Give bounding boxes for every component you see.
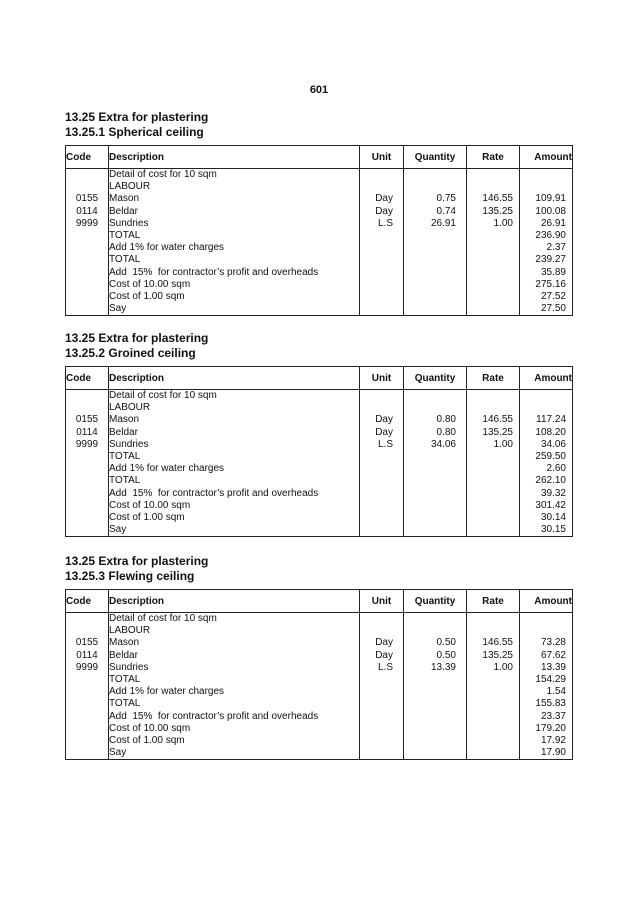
table-cell-line: Say: [109, 303, 127, 315]
table-cell-line: [467, 169, 519, 181]
unit-cell: [360, 390, 404, 537]
table-cell-line: Mason: [109, 414, 140, 426]
table-cell-line: [404, 402, 466, 414]
table-cell-line: TOTAL: [109, 698, 141, 710]
table-cell-line: 155.83: [535, 698, 566, 710]
section-groined-ceiling: [65, 331, 573, 537]
rate-analysis-table: [65, 589, 573, 760]
table-cell-line: [404, 698, 466, 710]
table-cell-line: [360, 230, 403, 242]
table-cell-line: [66, 242, 108, 254]
table-cell-line: 1.00: [493, 438, 513, 450]
table-cell-line: [360, 711, 403, 723]
column-header-description: Description: [109, 367, 360, 390]
table-cell-line: Day: [375, 426, 393, 438]
table-cell-line: [66, 463, 108, 475]
table-cell-line: 1.00: [493, 661, 513, 673]
table-cell-line: [404, 524, 466, 536]
table-cell-line: 2.60: [546, 463, 566, 475]
table-cell-line: L.S: [377, 661, 393, 673]
table-cell-line: [360, 463, 403, 475]
table-cell-line: [404, 181, 466, 193]
code-cell: [66, 613, 109, 760]
table-cell-line: 146.55: [482, 193, 513, 205]
table-cell-line: [360, 686, 403, 698]
table-cell-line: [404, 686, 466, 698]
table-cell-line: Cost of 10.00 sqm: [109, 722, 191, 734]
table-cell-line: [467, 279, 519, 291]
table-cell-line: [66, 291, 108, 303]
table-cell-line: Cost of 1.00 sqm: [109, 734, 185, 746]
page-number: 601: [309, 84, 329, 96]
table-cell-line: TOTAL: [109, 475, 141, 487]
table-cell-line: 9999: [75, 217, 99, 229]
table-cell-line: 146.55: [482, 414, 513, 426]
table-cell-line: [467, 524, 519, 536]
quantity-cell: [404, 169, 467, 316]
table-cell-line: [360, 747, 403, 759]
table-cell-line: [360, 254, 403, 266]
unit-cell: [360, 613, 404, 760]
table-cell-line: [467, 475, 519, 487]
table-cell-line: 135.25: [482, 205, 513, 217]
table-cell-line: 0155: [75, 414, 99, 426]
table-cell-line: [404, 488, 466, 500]
table-cell-line: [404, 747, 466, 759]
table-cell-line: Beldar: [109, 649, 138, 661]
table-cell-line: 135.25: [482, 649, 513, 661]
table-cell-line: [467, 488, 519, 500]
table-cell-line: [360, 698, 403, 710]
table-cell-line: [360, 181, 403, 193]
table-cell-line: [66, 169, 108, 181]
section-flewing-ceiling: [65, 554, 573, 760]
table-cell-line: 262.10: [535, 475, 566, 487]
column-header-rate: Rate: [467, 146, 520, 169]
table-cell-line: 30.14: [540, 511, 566, 523]
column-header-quantity: Quantity: [404, 146, 467, 169]
table-cell-line: [66, 674, 108, 686]
column-header-unit: Unit: [360, 367, 404, 390]
table-cell-line: Day: [375, 637, 393, 649]
table-cell-line: Cost of 1.00 sqm: [109, 290, 185, 302]
table-cell-line: 0.50: [436, 637, 456, 649]
table-header-row: [66, 146, 573, 169]
table-cell-line: 39.32: [540, 487, 566, 499]
table-cell-line: [404, 463, 466, 475]
table-cell-line: [66, 475, 108, 487]
table-cell-line: 0114: [76, 649, 98, 661]
table-cell-line: Day: [375, 649, 393, 661]
table-cell-line: 236.90: [535, 229, 566, 241]
table-cell-line: [66, 711, 108, 723]
table-cell-line: [66, 686, 108, 698]
table-cell-line: [404, 475, 466, 487]
table-cell-line: [360, 451, 403, 463]
table-cell-line: 179.20: [535, 722, 566, 734]
table-cell-line: [66, 524, 108, 536]
table-cell-line: Sundries: [109, 661, 149, 673]
table-body-row: [66, 390, 573, 537]
section-spherical-ceiling: [65, 110, 573, 316]
column-header-code: Code: [66, 367, 109, 390]
table-cell-line: 0155: [75, 637, 99, 649]
table-cell-line: 26.91: [540, 217, 566, 229]
table-cell-line: [66, 181, 108, 193]
table-cell-line: Day: [375, 205, 393, 217]
amount-cell: [520, 390, 573, 537]
table-cell-line: [404, 625, 466, 637]
table-cell-line: [66, 254, 108, 266]
code-cell: [66, 390, 109, 537]
table-cell-line: [66, 279, 108, 291]
table-cell-line: [66, 488, 108, 500]
table-cell-line: L.S: [377, 438, 393, 450]
table-body-row: [66, 169, 573, 316]
table-cell-line: [66, 303, 108, 315]
table-cell-line: 26.91: [430, 217, 456, 229]
table-cell-line: Say: [109, 747, 127, 759]
table-cell-line: 35.89: [540, 266, 566, 278]
table-cell-line: 27.50: [540, 303, 566, 315]
table-cell-line: Sundries: [109, 438, 149, 450]
table-cell-line: Mason: [109, 637, 140, 649]
table-cell-line: [520, 625, 572, 637]
table-cell-line: [404, 711, 466, 723]
table-cell-line: [360, 674, 403, 686]
table-cell-line: [404, 254, 466, 266]
column-header-rate: Rate: [467, 590, 520, 613]
section-subheading: 13.25.3 Flewing ceiling: [65, 569, 195, 583]
column-header-description: Description: [109, 146, 360, 169]
table-cell-line: [467, 254, 519, 266]
column-header-code: Code: [66, 590, 109, 613]
table-cell-line: [467, 698, 519, 710]
table-cell-line: [360, 512, 403, 524]
table-cell-line: [467, 747, 519, 759]
table-cell-line: 9999: [75, 438, 99, 450]
table-cell-line: 34.06: [540, 438, 566, 450]
table-cell-line: 34.06: [430, 438, 456, 450]
table-cell-line: [66, 735, 108, 747]
code-cell: [66, 169, 109, 316]
table-cell-line: [467, 625, 519, 637]
section-heading: 13.25 Extra for plastering: [65, 110, 209, 124]
table-cell-line: [520, 402, 572, 414]
rate-analysis-table: [65, 145, 573, 316]
table-cell-line: [404, 291, 466, 303]
table-cell-line: Cost of 1.00 sqm: [109, 511, 185, 523]
table-cell-line: [360, 500, 403, 512]
rate-cell: [467, 169, 520, 316]
table-cell-line: Add 1% for water charges: [109, 242, 225, 254]
table-cell-line: [360, 242, 403, 254]
table-cell-line: [467, 613, 519, 625]
section-heading: 13.25 Extra for plastering: [65, 331, 209, 345]
table-cell-line: [404, 279, 466, 291]
table-cell-line: 0114: [76, 205, 98, 217]
table-cell-line: L.S: [377, 217, 393, 229]
table-header-row: [66, 590, 573, 613]
column-header-description: Description: [109, 590, 360, 613]
table-cell-line: 100.08: [535, 205, 566, 217]
table-cell-line: Mason: [109, 193, 140, 205]
table-cell-line: 301.42: [535, 499, 566, 511]
table-cell-line: [360, 625, 403, 637]
table-cell-line: [360, 475, 403, 487]
quantity-cell: [404, 613, 467, 760]
description-cell: [109, 613, 360, 760]
table-cell-line: [467, 390, 519, 402]
table-cell-line: [467, 267, 519, 279]
table-cell-line: [360, 291, 403, 303]
table-cell-line: [467, 500, 519, 512]
table-cell-line: [66, 402, 108, 414]
table-cell-line: Day: [375, 414, 393, 426]
table-cell-line: [66, 698, 108, 710]
table-cell-line: 30.15: [540, 524, 566, 536]
unit-cell: [360, 169, 404, 316]
table-cell-line: Add 15% for contractor’s profit and overheads: [109, 487, 319, 499]
description-cell: [109, 390, 360, 537]
table-cell-line: [404, 500, 466, 512]
table-body-row: [66, 613, 573, 760]
table-cell-line: Cost of 10.00 sqm: [109, 499, 191, 511]
table-cell-line: 13.39: [430, 661, 456, 673]
table-cell-line: Say: [109, 524, 127, 536]
table-cell-line: [467, 181, 519, 193]
table-cell-line: [404, 735, 466, 747]
table-cell-line: [404, 242, 466, 254]
table-cell-line: 67.62: [540, 649, 566, 661]
table-cell-line: Detail of cost for 10 sqm: [109, 390, 217, 401]
table-cell-line: 117.24: [536, 414, 566, 426]
table-cell-line: [66, 747, 108, 759]
rate-cell: [467, 613, 520, 760]
table-cell-line: Add 1% for water charges: [109, 463, 225, 475]
table-cell-line: LABOUR: [109, 402, 151, 414]
column-header-code: Code: [66, 146, 109, 169]
table-cell-line: [467, 451, 519, 463]
table-cell-line: 135.25: [482, 426, 513, 438]
table-cell-line: Cost of 10.00 sqm: [109, 278, 191, 290]
table-cell-line: LABOUR: [109, 625, 151, 637]
table-cell-line: [467, 686, 519, 698]
table-cell-line: Sundries: [109, 217, 149, 229]
table-cell-line: Detail of cost for 10 sqm: [109, 613, 217, 624]
column-header-amount: Amount: [520, 590, 573, 613]
table-cell-line: 2.37: [546, 242, 566, 254]
table-cell-line: 0114: [76, 426, 98, 438]
table-cell-line: 27.52: [540, 290, 566, 302]
table-cell-line: [520, 613, 572, 625]
table-cell-line: [404, 169, 466, 181]
rate-cell: [467, 390, 520, 537]
table-cell-line: [467, 230, 519, 242]
table-cell-line: [467, 291, 519, 303]
quantity-cell: [404, 390, 467, 537]
table-cell-line: [360, 267, 403, 279]
table-cell-line: [520, 169, 572, 181]
table-cell-line: [66, 723, 108, 735]
table-cell-line: [404, 267, 466, 279]
table-cell-line: 0155: [75, 193, 99, 205]
table-cell-line: [66, 230, 108, 242]
column-header-quantity: Quantity: [404, 367, 467, 390]
section-subheading: 13.25.1 Spherical ceiling: [65, 125, 204, 139]
section-subheading: 13.25.2 Groined ceiling: [65, 346, 196, 360]
column-header-unit: Unit: [360, 590, 404, 613]
table-cell-line: 0.80: [436, 414, 456, 426]
table-cell-line: 0.50: [436, 649, 456, 661]
table-header-row: [66, 367, 573, 390]
table-cell-line: 154.29: [535, 673, 566, 685]
table-cell-line: 0.80: [436, 426, 456, 438]
table-cell-line: [66, 613, 108, 625]
column-header-amount: Amount: [520, 146, 573, 169]
table-cell-line: 0.74: [436, 205, 456, 217]
table-cell-line: [404, 303, 466, 315]
table-cell-line: [360, 524, 403, 536]
table-cell-line: Add 15% for contractor’s profit and overheads: [109, 710, 319, 722]
table-cell-line: [66, 500, 108, 512]
table-cell-line: [404, 451, 466, 463]
table-cell-line: [520, 181, 572, 193]
table-cell-line: [404, 613, 466, 625]
table-cell-line: 13.39: [540, 661, 566, 673]
table-cell-line: [360, 279, 403, 291]
table-cell-line: [467, 711, 519, 723]
description-cell: [109, 169, 360, 316]
table-cell-line: 17.90: [540, 747, 566, 759]
table-cell-line: [404, 230, 466, 242]
table-cell-line: [467, 402, 519, 414]
table-cell-line: Detail of cost for 10 sqm: [109, 169, 217, 180]
table-cell-line: Add 1% for water charges: [109, 686, 225, 698]
table-cell-line: [520, 390, 572, 402]
table-cell-line: [360, 488, 403, 500]
table-cell-line: [66, 625, 108, 637]
table-cell-line: 17.92: [540, 734, 566, 746]
table-cell-line: [467, 512, 519, 524]
table-cell-line: 0.75: [436, 193, 456, 205]
table-cell-line: [66, 390, 108, 402]
table-cell-line: [404, 723, 466, 735]
amount-cell: [520, 613, 573, 760]
table-cell-line: [404, 674, 466, 686]
table-cell-line: [404, 512, 466, 524]
table-cell-line: Day: [375, 193, 393, 205]
table-cell-line: [360, 402, 403, 414]
table-cell-line: [404, 390, 466, 402]
column-header-amount: Amount: [520, 367, 573, 390]
table-cell-line: [360, 613, 403, 625]
column-header-rate: Rate: [467, 367, 520, 390]
table-cell-line: 9999: [75, 661, 99, 673]
table-cell-line: [467, 735, 519, 747]
table-cell-line: 108.20: [535, 426, 566, 438]
table-cell-line: TOTAL: [109, 673, 141, 685]
table-cell-line: [360, 169, 403, 181]
table-cell-line: TOTAL: [109, 254, 141, 266]
table-cell-line: [467, 674, 519, 686]
table-cell-line: [66, 267, 108, 279]
table-cell-line: TOTAL: [109, 450, 141, 462]
table-cell-line: [467, 463, 519, 475]
table-cell-line: [467, 242, 519, 254]
table-cell-line: 146.55: [482, 637, 513, 649]
table-cell-line: 1.00: [493, 217, 513, 229]
table-cell-line: Add 15% for contractor’s profit and overheads: [109, 266, 319, 278]
table-cell-line: 239.27: [535, 254, 566, 266]
amount-cell: [520, 169, 573, 316]
section-heading: 13.25 Extra for plastering: [65, 554, 209, 568]
table-cell-line: 109.91: [535, 193, 566, 205]
table-cell-line: TOTAL: [109, 229, 141, 241]
table-cell-line: [66, 512, 108, 524]
table-cell-line: LABOUR: [109, 181, 151, 193]
table-cell-line: [360, 390, 403, 402]
rate-analysis-table: [65, 366, 573, 537]
column-header-unit: Unit: [360, 146, 404, 169]
table-cell-line: [467, 723, 519, 735]
table-cell-line: [360, 735, 403, 747]
table-cell-line: 1.54: [546, 686, 566, 698]
table-cell-line: [360, 723, 403, 735]
table-cell-line: [360, 303, 403, 315]
table-cell-line: 259.50: [535, 450, 566, 462]
table-cell-line: 275.16: [535, 278, 566, 290]
column-header-quantity: Quantity: [404, 590, 467, 613]
table-cell-line: 73.28: [540, 637, 566, 649]
table-cell-line: [66, 451, 108, 463]
table-cell-line: 23.37: [540, 710, 566, 722]
table-cell-line: [467, 303, 519, 315]
table-cell-line: Beldar: [109, 205, 138, 217]
table-cell-line: Beldar: [109, 426, 138, 438]
